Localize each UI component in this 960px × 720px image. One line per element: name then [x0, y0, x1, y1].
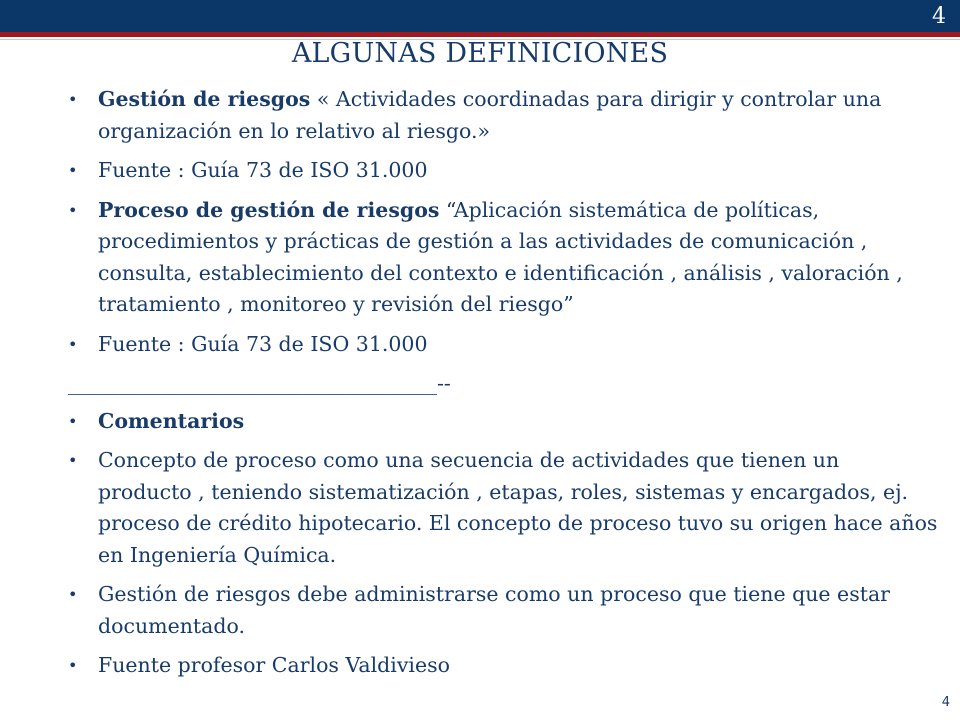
source-text: Fuente : Guía 73 de ISO 31.000 — [98, 158, 428, 182]
bullet-gestion-riesgos — [68, 84, 938, 147]
bullet-fuente-1 — [68, 155, 938, 187]
comentarios-heading: Comentarios — [98, 408, 245, 433]
source-text: Fuente profesor Carlos Valdivieso — [98, 653, 450, 677]
bullet-gestion-documentado — [68, 579, 938, 642]
header-bar — [0, 0, 960, 32]
slide-title: ALGUNAS DEFINICIONES — [291, 38, 669, 69]
separator-text: ____________________________________-- — [68, 371, 451, 395]
slide-number-top: 4 — [932, 4, 946, 29]
term-proceso-gestion: Proceso de gestión de riesgos — [98, 197, 440, 222]
definition-gestion-riesgos: « Actividades coordinadas para dirigir y controlar una organización en lo relativo al riesgo.» — [98, 87, 882, 143]
bullet-fuente-2 — [68, 329, 938, 361]
bullet-proceso-gestion — [68, 195, 938, 321]
term-gestion-riesgos: Gestión de riesgos — [98, 87, 311, 111]
slide-content — [68, 84, 938, 690]
bullet-list — [68, 84, 938, 682]
comment-text: Gestión de riesgos debe administrarse como un proceso que tiene que estar documentado. — [98, 582, 890, 638]
separator-line — [68, 368, 938, 400]
page-number: 4 — [941, 695, 950, 710]
comment-text: Concepto de proceso como una secuencia de actividades que tienen un producto , teniendo sistematización , etapas, roles, sistemas y encargados, ej. proceso de crédito hipotecario. El concepto de proceso tuvo su origen hace años en Ingeniería Química. — [98, 448, 938, 567]
bullet-comentarios — [68, 406, 938, 438]
source-text: Fuente : Guía 73 de ISO 31.000 — [98, 331, 428, 356]
bullet-fuente-profesor — [68, 650, 938, 682]
header-accent-line — [0, 32, 960, 37]
bullet-concepto-proceso — [68, 445, 938, 571]
definition-proceso-gestion: “Aplicación sistemática de políticas, procedimientos y prácticas de gestión a las actividades de comunicación , consulta, establecimiento del contexto e identificación , análisis , valoración , tratamiento , monitoreo y revisión del riesgo” — [98, 197, 903, 316]
